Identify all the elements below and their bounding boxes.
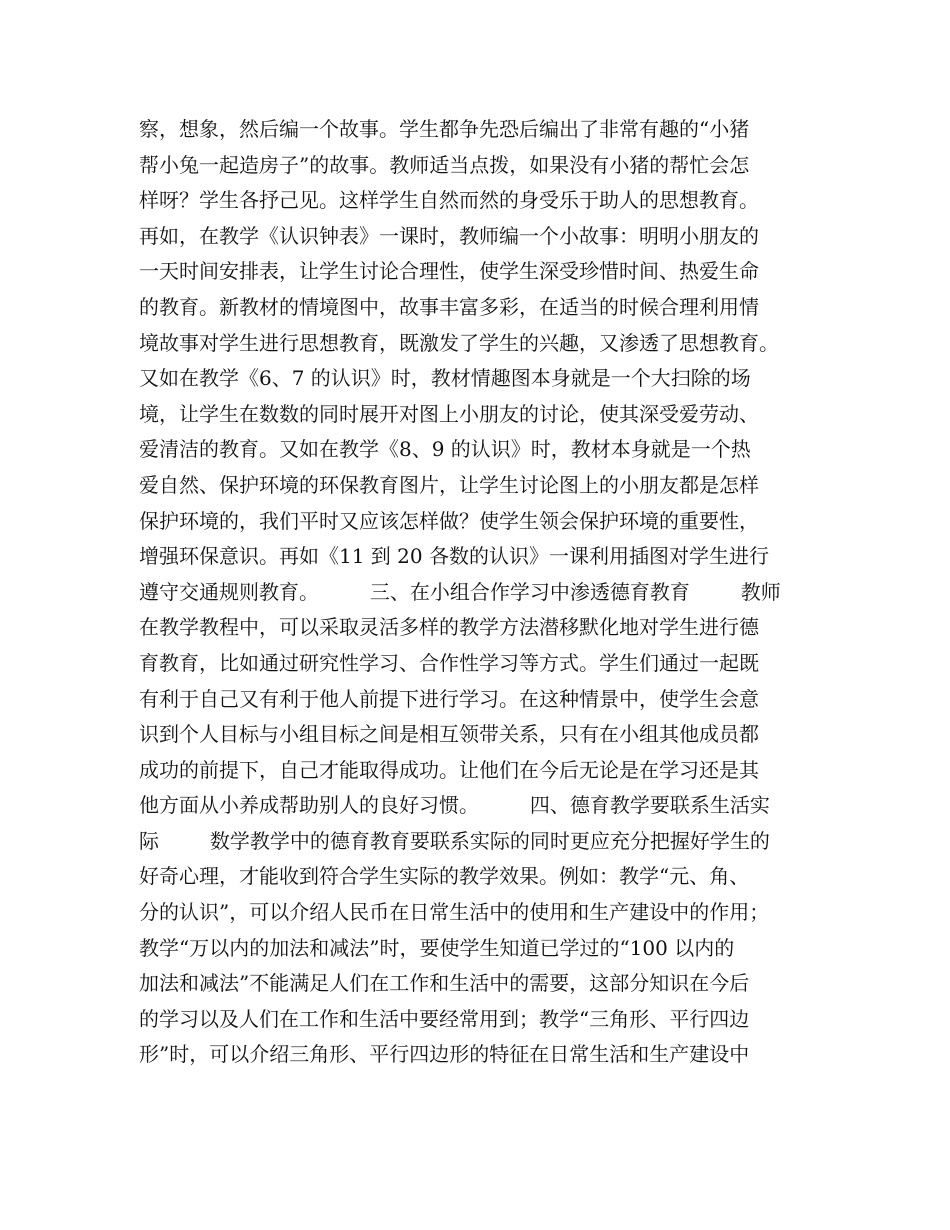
text-line: 的学习以及人们在工作和生活中要经常用到；教学“三角形、平行四边 (139, 1006, 750, 1031)
text-line: 教学“万以内的加法和减法”时，要使学生知道已学过的“100 以内的 (139, 935, 735, 960)
text-line: 的教育。新教材的情境图中，故事丰富多彩，在适当的时候合理利用情 (139, 294, 759, 319)
text-line: 在教学教程中，可以采取灵活多样的教学方法潜移默化地对学生进行德 (139, 615, 759, 640)
text-line: 又如在教学《6、7 的认识》时，教材情趣图本身就是一个大扫除的场 (139, 366, 751, 391)
text-line: 样呀？学生各抒己见。这样学生自然而然的身受乐于助人的思想教育。 (139, 188, 759, 213)
text-line: 察，想象，然后编一个故事。学生都争先恐后编出了非常有趣的“小猪 (139, 117, 750, 141)
text-line: 识到个人目标与小组目标之间是相互领带关系，只有在小组其他成员都 (139, 722, 759, 747)
text-line: 境故事对学生进行思想教育，既激发了学生的兴趣，又渗透了思想教育。 (139, 330, 779, 355)
text-line: 成功的前提下，自己才能取得成功。让他们在今后无论是在学习还是其 (139, 757, 759, 782)
text-line: 加法和减法”不能满足人们在工作和生活中的需要，这部分知识在今后 (139, 971, 750, 996)
text-line: 再如，在教学《认识钟表》一课时，教师编一个小故事：明明小朋友的 (139, 223, 759, 248)
text-line: 好奇心理，才能收到符合学生实际的教学效果。例如：教学“元、角、 (139, 864, 750, 889)
text-line: 保护环境的，我们平时又应该怎样做？使学生领会保护环境的重要性， (139, 508, 759, 533)
text-line: 一天时间安排表，让学生讨论合理性，使学生深受珍惜时间、热爱生命 (139, 259, 759, 284)
text-line: 帮小兔一起造房子”的故事。教师适当点拨，如果没有小猪的帮忙会怎 (139, 152, 750, 177)
text-line: 增强环保意识。再如《11 到 20 各数的认识》一课利用插图对学生进行 (139, 544, 769, 569)
text-line: 遵守交通规则教育。 三、在小组合作学习中渗透德育教育 教师 (139, 579, 781, 604)
body-text (139, 112, 819, 1073)
text-line: 分的认识”，可以介绍人民币在日常生活中的使用和生产建设中的作用； (139, 900, 770, 925)
text-line: 形”时，可以介绍三角形、平行四边形的特征在日常生活和生产建设中 (139, 1042, 750, 1067)
text-line: 他方面从小养成帮助别人的良好习惯。 四、德育教学要联系生活实 (139, 793, 770, 818)
text-line: 有利于自己又有利于他人前提下进行学习。在这种情景中，使学生会意 (139, 686, 759, 711)
text-line: 际 数学教学中的德育教育要联系实际的同时更应充分把握好学生的 (139, 828, 770, 853)
text-line: 爱自然、保护环境的环保教育图片，让学生讨论图上的小朋友都是怎样 (139, 472, 759, 497)
text-line: 爱清洁的教育。又如在教学《8、9 的认识》时，教材本身就是一个热 (139, 437, 751, 462)
text-line: 育教育，比如通过研究性学习、合作性学习等方式。学生们通过一起既 (139, 650, 759, 675)
text-line: 境，让学生在数数的同时展开对图上小朋友的讨论，使其深受爱劳动、 (139, 401, 759, 426)
